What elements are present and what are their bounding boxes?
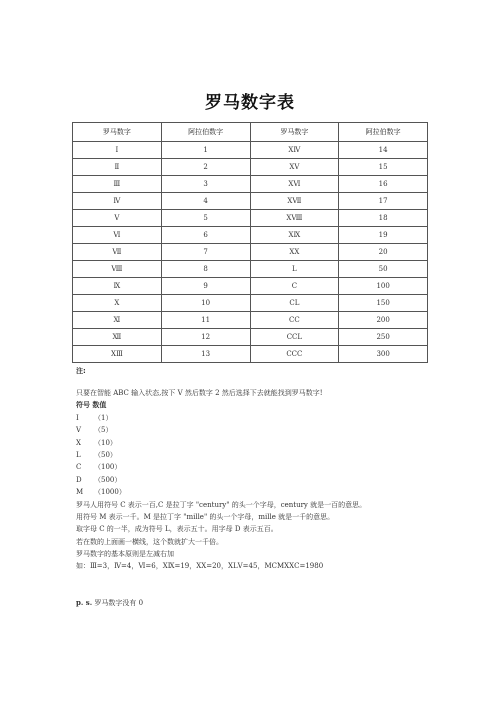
roman-numeral-table [72,122,428,363]
table-row [73,312,428,329]
table-cell: Ⅲ [73,176,162,193]
symbol-value: （500） [94,475,122,484]
table-cell: 9 [161,278,250,295]
table-row [73,261,428,278]
symbol: C [76,463,82,472]
table-cell: 11 [161,312,250,329]
table-row [73,227,428,244]
ps-text: 罗马数字没有 0 [94,599,144,607]
symbol: X [76,438,81,447]
table-cell: C [250,278,339,295]
symbol-row [76,461,436,473]
symbol: L [76,450,81,459]
symbol-row [76,486,436,498]
table-cell: Ⅸ [73,278,162,295]
ps-note [76,598,143,608]
symbol: V [76,426,82,435]
table-row [73,142,428,159]
table-header-row [73,123,428,142]
table-cell: 2 [161,159,250,176]
symbol: D [76,475,82,484]
table-cell: 3 [161,176,250,193]
table-cell: 50 [339,261,428,278]
table-cell: Ⅺ [73,312,162,329]
note-line: 如：Ⅲ=3，Ⅳ=4，Ⅵ=6，ⅩⅨ=19，ⅩⅩ=20，ⅩLⅤ=45，MCMⅩⅩC=1980 [76,562,324,571]
table-cell: Ⅶ [73,244,162,261]
table-cell: ⅩⅧ [250,210,339,227]
table-row [73,346,428,363]
table-cell: CCL [250,329,339,346]
table-cell: ⅩⅩ [250,244,339,261]
table-body [73,142,428,363]
table-row [73,244,428,261]
table-cell: 19 [339,227,428,244]
table-cell: 300 [339,346,428,363]
table-cell: 15 [339,159,428,176]
table-cell: Ⅳ [73,193,162,210]
table-cell: 20 [339,244,428,261]
note-line: 取字母 C 的一半，成为符号 L，表示五十。用字母 D 表示五百。 [76,525,278,534]
table-cell: 100 [339,278,428,295]
table-row [73,193,428,210]
table-cell: 4 [161,193,250,210]
symbol-value: （1000） [94,488,126,497]
table-row [73,278,428,295]
table-cell: 5 [161,210,250,227]
header-arabic-2: 阿拉伯数字 [339,123,428,142]
symbol: M [76,488,84,497]
symbol-value: （10） [94,438,117,447]
table-cell: 1 [161,142,250,159]
table-cell: 150 [339,295,428,312]
table-row [73,329,428,346]
table-cell: ⅩⅦ [250,193,339,210]
symbol: Ⅰ [76,413,79,422]
table-cell: 10 [161,295,250,312]
table-cell: 16 [339,176,428,193]
note-line: 罗马数字的基本原则是左减右加 [76,550,174,559]
note-line: 用符号 M 表示一千。M 是拉丁字 "mille" 的头一个字母，mille 就是一千的意思。 [76,512,335,521]
symbol-list [76,412,436,499]
table-row [73,176,428,193]
table-row [73,159,428,176]
table-cell: Ⅴ [73,210,162,227]
note-line: 罗马人用符号 C 表示一百,C 是拉丁字 "century" 的头一个字母，century 就是一百的意思。 [76,500,367,509]
note-intro: 只要在智能 ABC 输入状态,按下 V 然后数字 2 然后选择下去就能找到罗马数字! [76,389,323,397]
table-cell: ⅩⅨ [250,227,339,244]
symbol-value: （5） [94,426,113,435]
symbol-value: （1） [94,413,113,422]
header-roman-1: 罗马数字 [73,123,162,142]
symbol-heading: 符号 数值 [76,401,107,410]
note-body [76,387,436,573]
symbol-row [76,449,436,461]
table-cell: 200 [339,312,428,329]
table-cell: 12 [161,329,250,346]
table-cell: 13 [161,346,250,363]
table-cell: CCC [250,346,339,363]
ps-label: p. s. [76,598,93,607]
table-cell: CC [250,312,339,329]
symbol-row [76,412,436,424]
table-cell: Ⅰ [73,142,162,159]
note-lines [76,499,436,573]
table-cell: 18 [339,210,428,227]
note-heading: 注: [76,367,86,375]
page-title: 罗马数字表 [205,93,295,113]
table-cell: 6 [161,227,250,244]
table-cell: Ⅵ [73,227,162,244]
table-cell: 250 [339,329,428,346]
table-cell: Ⅱ [73,159,162,176]
header-arabic-1: 阿拉伯数字 [161,123,250,142]
table-cell: Ⅹ [73,295,162,312]
table-cell: L [250,261,339,278]
header-roman-2: 罗马数字 [250,123,339,142]
table-cell: 8 [161,261,250,278]
table-cell: ⅩⅣ [250,142,339,159]
table-cell: ⅩⅥ [250,176,339,193]
note-line: 若在数的上面画一横线，这个数就扩大一千倍。 [76,537,223,546]
table-cell: 17 [339,193,428,210]
symbol-row [76,424,436,436]
table-cell: ⅩⅢ [73,346,162,363]
symbol-value: （50） [94,450,117,459]
table-cell: 7 [161,244,250,261]
table-cell: CL [250,295,339,312]
table-cell: ⅩⅤ [250,159,339,176]
table-cell: Ⅷ [73,261,162,278]
symbol-value: （100） [94,463,122,472]
table-row [73,295,428,312]
table-row [73,210,428,227]
symbol-row [76,437,436,449]
symbol-row [76,474,436,486]
table-cell: Ⅻ [73,329,162,346]
table-cell: 14 [339,142,428,159]
